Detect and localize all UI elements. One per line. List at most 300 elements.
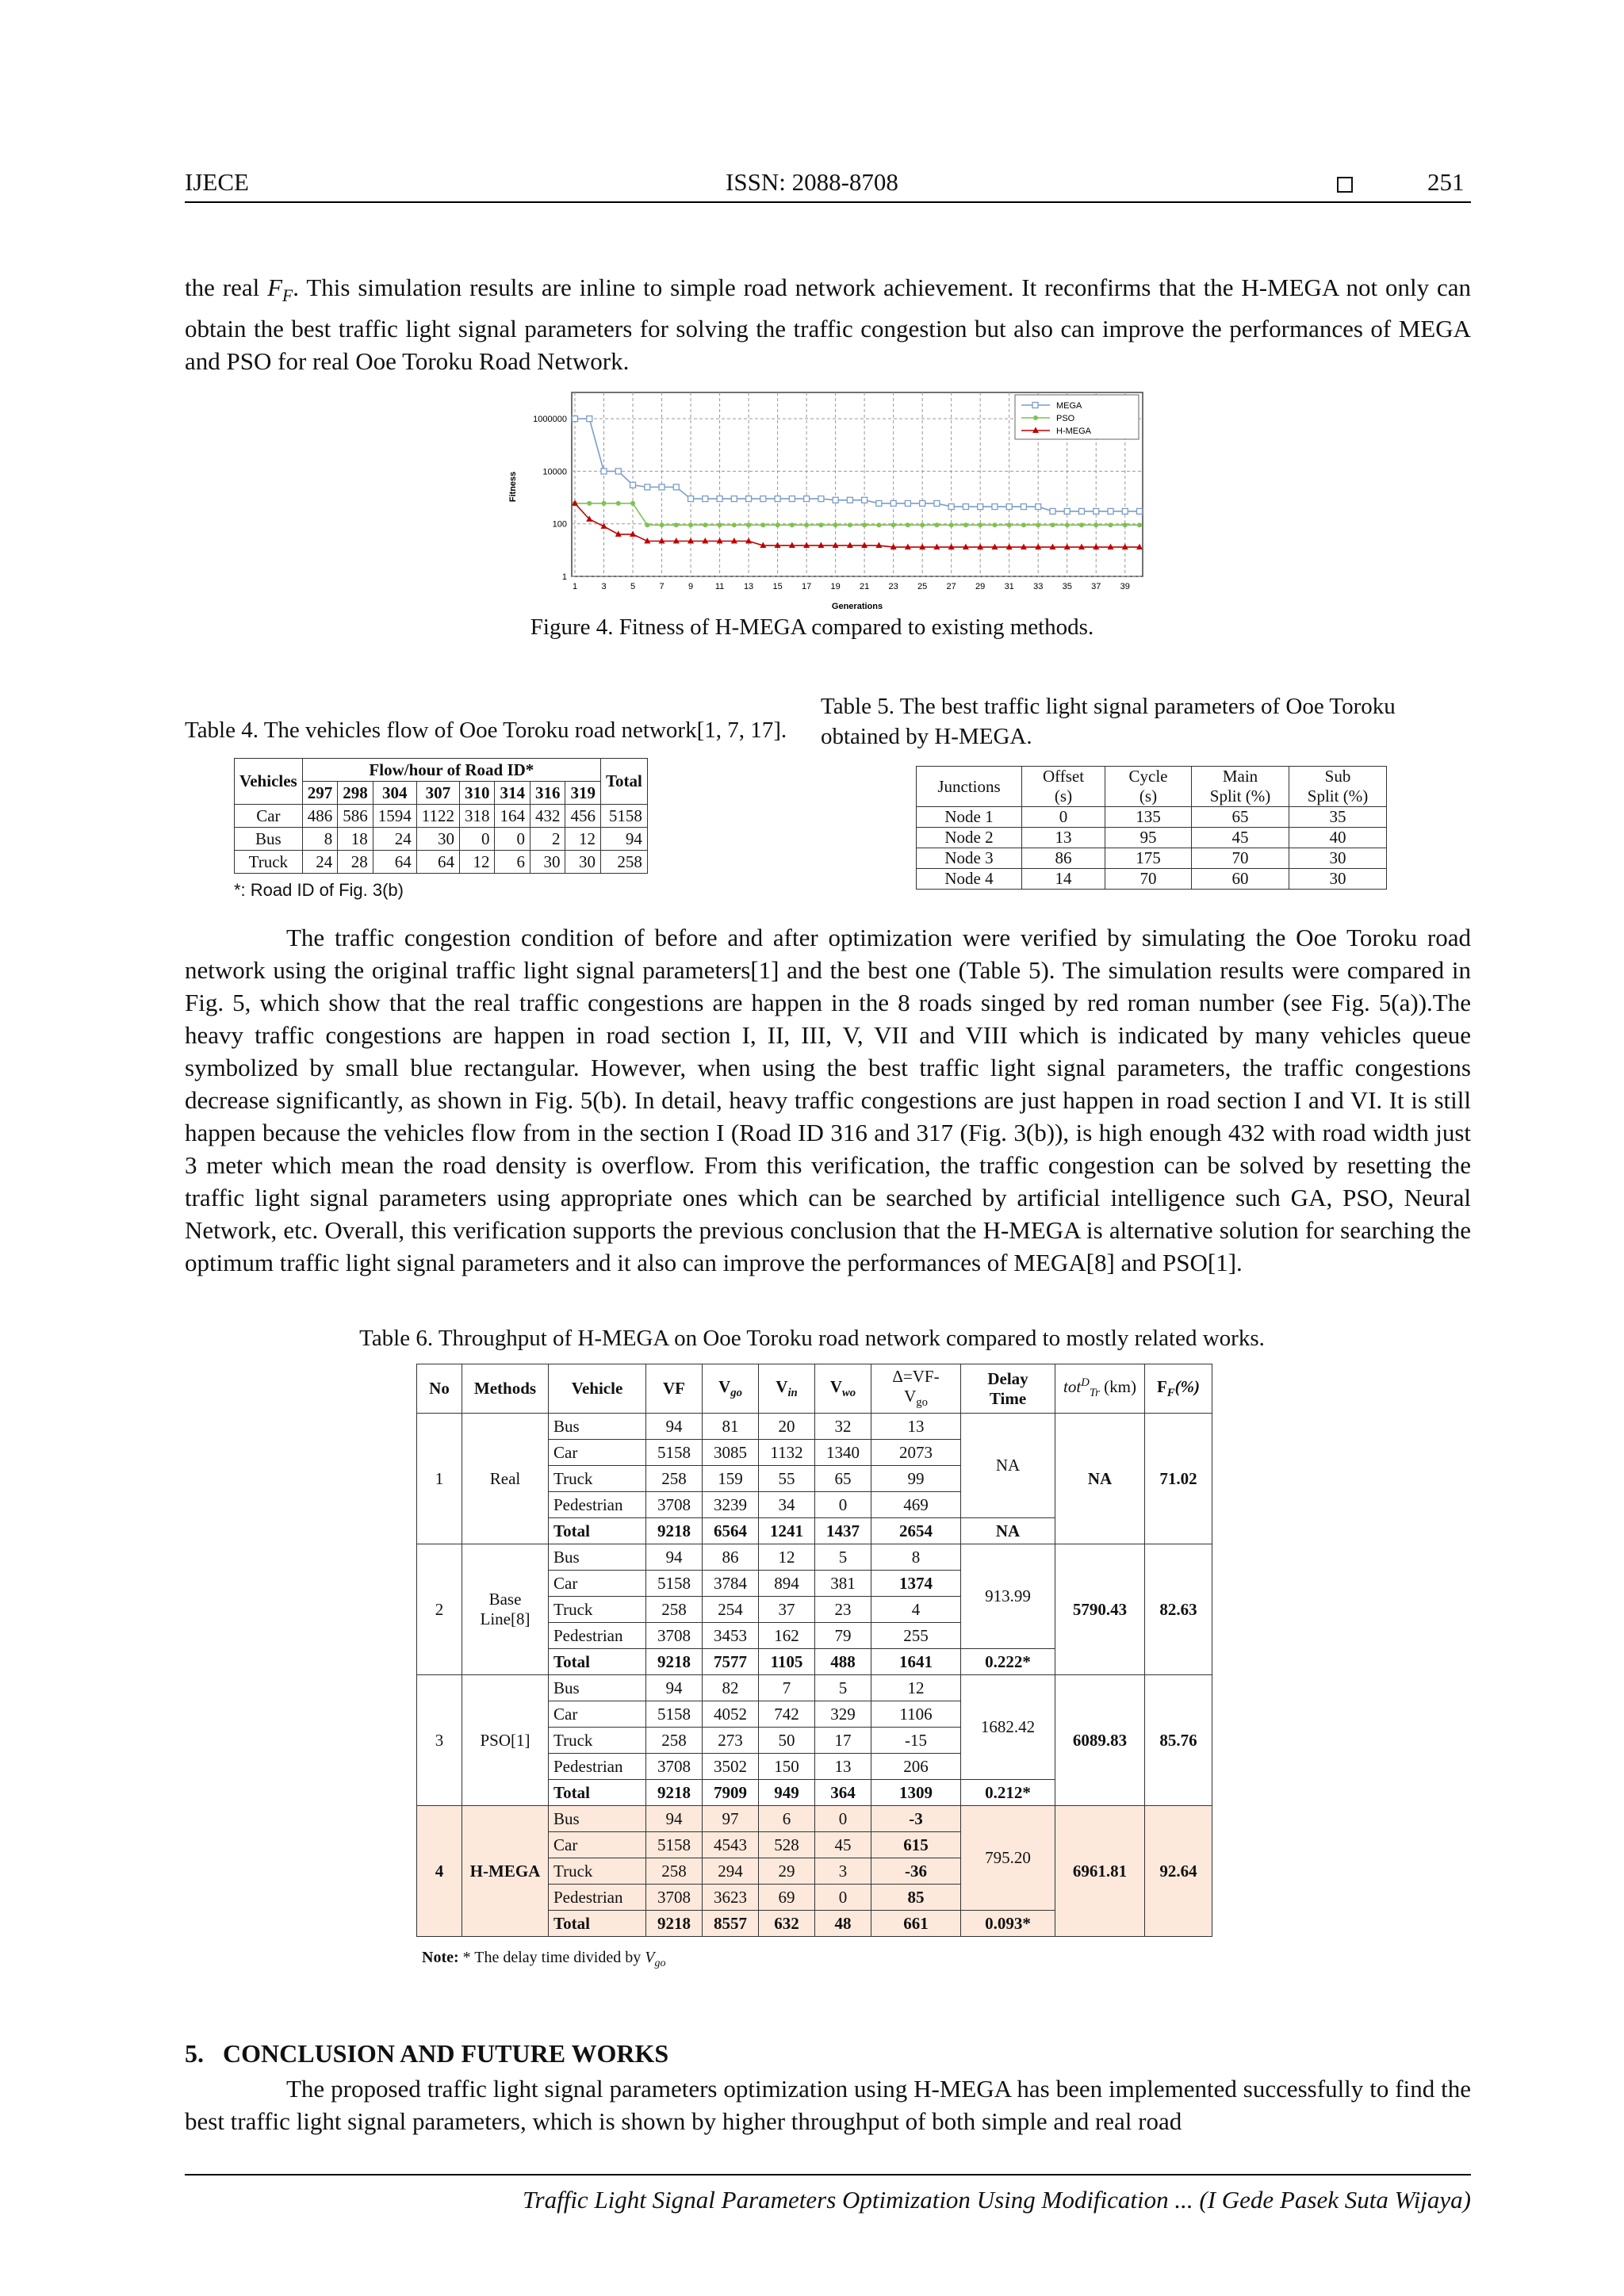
figure4-caption: Figure 4. Fitness of H-MEGA compared to existing methods. bbox=[530, 614, 1094, 640]
t6-cell: 81 bbox=[703, 1414, 759, 1440]
table5-caption: Table 5. The best traffic light signal parameters of Ooe Toroku obtained by H-MEGA. bbox=[821, 694, 1396, 749]
data-point-mega bbox=[630, 482, 636, 488]
data-point-mega bbox=[1050, 508, 1055, 514]
data-point-pso bbox=[688, 522, 693, 527]
t6-cell: Truck bbox=[549, 1858, 646, 1885]
page-number: 251 bbox=[1427, 168, 1465, 196]
x-tick-label: 25 bbox=[917, 582, 928, 591]
t6-cell: 7577 bbox=[703, 1649, 759, 1675]
table4-cell: 12 bbox=[459, 851, 495, 874]
t6-tot: 5790.43 bbox=[1055, 1544, 1145, 1675]
t6-header-methods: Methods bbox=[462, 1364, 549, 1414]
x-tick-label: 17 bbox=[801, 582, 812, 591]
t6-no: 1 bbox=[417, 1414, 462, 1544]
t6-cell: -3 bbox=[871, 1806, 961, 1832]
t6-cell: 82 bbox=[703, 1675, 759, 1701]
table5-cell: 175 bbox=[1105, 848, 1192, 869]
t6-cell: 632 bbox=[759, 1911, 815, 1937]
t6-cell: 17 bbox=[815, 1728, 871, 1754]
t6-cell: 949 bbox=[759, 1780, 815, 1806]
table5-cell: 86 bbox=[1022, 848, 1105, 869]
table5-cell: 0 bbox=[1022, 807, 1105, 828]
y-tick-label: 1 bbox=[561, 572, 567, 582]
x-tick-label: 39 bbox=[1120, 582, 1130, 591]
data-point-pso bbox=[833, 522, 838, 527]
data-point-mega bbox=[963, 504, 968, 510]
t6-cell: 329 bbox=[815, 1701, 871, 1728]
data-point-mega bbox=[992, 504, 998, 510]
data-point-mega bbox=[673, 484, 679, 490]
t6-ff: 82.63 bbox=[1145, 1544, 1212, 1675]
t6-cell: 29 bbox=[759, 1858, 815, 1885]
t6-cell: 3085 bbox=[703, 1440, 759, 1466]
data-point-mega bbox=[818, 496, 824, 502]
t6-cell: 7 bbox=[759, 1675, 815, 1701]
table5-cell: 13 bbox=[1022, 828, 1105, 848]
table4-vehicle: Car bbox=[235, 805, 303, 828]
data-point-mega bbox=[615, 469, 621, 474]
t6-cell: 3502 bbox=[703, 1754, 759, 1780]
t6-cell: 5 bbox=[815, 1544, 871, 1571]
data-point-pso bbox=[920, 522, 925, 527]
x-tick-label: 1 bbox=[572, 582, 578, 591]
data-point-mega bbox=[746, 496, 752, 502]
x-tick-label: 7 bbox=[659, 582, 665, 591]
section5-heading: 5. CONCLUSION AND FUTURE WORKS bbox=[185, 2039, 669, 2068]
data-point-mega bbox=[1137, 508, 1143, 514]
table-row bbox=[917, 807, 1387, 828]
t6-cell: 94 bbox=[646, 1675, 703, 1701]
data-point-pso bbox=[891, 522, 896, 527]
table-row bbox=[235, 828, 648, 851]
t6-cell: 5158 bbox=[646, 1701, 703, 1728]
t6-cell: 4 bbox=[871, 1597, 961, 1623]
t6-cell: 3708 bbox=[646, 1754, 703, 1780]
t6-cell: 1641 bbox=[871, 1649, 961, 1675]
t6-cell: 94 bbox=[646, 1806, 703, 1832]
table-row bbox=[235, 851, 648, 874]
data-point-pso bbox=[732, 522, 737, 527]
t6-cell: Truck bbox=[549, 1728, 646, 1754]
t6-cell: 9218 bbox=[646, 1649, 703, 1675]
t6-cell: 9218 bbox=[646, 1780, 703, 1806]
legend-marker bbox=[1033, 415, 1038, 420]
data-point-mega bbox=[1078, 508, 1084, 514]
table4-cell: 64 bbox=[416, 851, 459, 874]
t6-cell: Pedestrian bbox=[549, 1623, 646, 1649]
table4-total: 94 bbox=[600, 828, 647, 851]
table4-header-vehicles: Vehicles bbox=[235, 759, 303, 805]
t6-cell: 79 bbox=[815, 1623, 871, 1649]
table4-header-total: Total bbox=[600, 759, 647, 805]
table4-cell: 8 bbox=[302, 828, 338, 851]
data-point-pso bbox=[1007, 522, 1012, 527]
t6-cell: 3708 bbox=[646, 1885, 703, 1911]
x-tick-label: 11 bbox=[714, 582, 725, 591]
y-tick-label: 1000000 bbox=[533, 415, 567, 425]
table4-total: 258 bbox=[600, 851, 647, 874]
t6-delay-total: 0.212* bbox=[961, 1780, 1055, 1806]
t6-cell: 3453 bbox=[703, 1623, 759, 1649]
data-point-pso bbox=[1137, 522, 1142, 527]
table4-cell: 30 bbox=[565, 851, 601, 874]
x-tick-label: 3 bbox=[601, 582, 607, 591]
data-point-pso bbox=[776, 522, 780, 527]
t6-cell: 2654 bbox=[871, 1518, 961, 1544]
t6-cell: 32 bbox=[815, 1414, 871, 1440]
table4-cell: 432 bbox=[530, 805, 565, 828]
t6-header-delta: Δ=VF- $V_{go}$ bbox=[871, 1364, 961, 1414]
t6-cell: 9218 bbox=[646, 1518, 703, 1544]
table5 bbox=[916, 766, 1387, 890]
table4-vehicle: Truck bbox=[235, 851, 303, 874]
data-point-mega bbox=[876, 500, 882, 506]
t6-method: Base Line[8] bbox=[462, 1544, 549, 1675]
t6-no: 3 bbox=[417, 1675, 462, 1806]
t6-cell: 34 bbox=[759, 1492, 815, 1518]
t6-cell: 469 bbox=[871, 1492, 961, 1518]
t6-cell: 528 bbox=[759, 1832, 815, 1858]
t6-cell: 1374 bbox=[871, 1571, 961, 1597]
section5-paragraph: The proposed traffic light signal parameters optimization using H-MEGA has been implemented successfully to find the best traffic light signal parameters, which is shown by higher throughput of both simple and real road bbox=[185, 2075, 1471, 2135]
data-point-pso bbox=[848, 522, 852, 527]
data-point-pso bbox=[746, 522, 751, 527]
legend-label: MEGA bbox=[1056, 401, 1082, 411]
data-point-pso bbox=[949, 522, 954, 527]
t6-cell: 3708 bbox=[646, 1623, 703, 1649]
t6-ff: 71.02 bbox=[1145, 1414, 1212, 1544]
intro-paragraph: the real $F_F$. This simulation results are inline to simple road network achievement. It reconfirms that the H-MEGA not only can obtain the best traffic light signal parameters for solving the traffic congestion but also can improve the performances of MEGA and PSO for real Ooe Toroku Road Network. bbox=[185, 274, 1471, 376]
t6-cell: 150 bbox=[759, 1754, 815, 1780]
t6-cell: 94 bbox=[646, 1414, 703, 1440]
t6-cell: 97 bbox=[703, 1806, 759, 1832]
t6-cell: 23 bbox=[815, 1597, 871, 1623]
t6-cell: 3 bbox=[815, 1858, 871, 1885]
data-point-pso bbox=[876, 522, 881, 527]
t6-cell: 254 bbox=[703, 1597, 759, 1623]
t6-cell: 0 bbox=[815, 1492, 871, 1518]
t6-cell: -36 bbox=[871, 1858, 961, 1885]
t6-cell: 13 bbox=[815, 1754, 871, 1780]
table4-cell: 30 bbox=[416, 828, 459, 851]
table4-road-id: 297 bbox=[302, 782, 338, 805]
data-point-mega bbox=[1094, 508, 1099, 514]
data-point-mega bbox=[862, 497, 868, 503]
t6-cell: 258 bbox=[646, 1728, 703, 1754]
legend-label: H-MEGA bbox=[1056, 427, 1091, 436]
header-rule bbox=[185, 201, 1471, 203]
table4-road-id: 316 bbox=[530, 782, 565, 805]
t6-cell: Bus bbox=[549, 1806, 646, 1832]
t6-cell: 381 bbox=[815, 1571, 871, 1597]
table5-header: Sub Split (%) bbox=[1289, 767, 1387, 807]
t6-cell: 5158 bbox=[646, 1571, 703, 1597]
t6-cell: 4543 bbox=[703, 1832, 759, 1858]
data-point-pso bbox=[862, 522, 867, 527]
t6-cell: 1241 bbox=[759, 1518, 815, 1544]
t6-cell: Car bbox=[549, 1701, 646, 1728]
t6-cell: 8 bbox=[871, 1544, 961, 1571]
data-point-pso bbox=[818, 522, 823, 527]
t6-cell: 86 bbox=[703, 1544, 759, 1571]
data-point-pso bbox=[790, 522, 795, 527]
t6-cell: 258 bbox=[646, 1466, 703, 1492]
table4-road-id: 314 bbox=[495, 782, 530, 805]
table4-cell: 1594 bbox=[373, 805, 416, 828]
data-point-mega bbox=[659, 484, 665, 490]
t6-cell: Total bbox=[549, 1780, 646, 1806]
t6-cell: 615 bbox=[871, 1832, 961, 1858]
t6-header-delay: Delay Time bbox=[961, 1364, 1055, 1414]
data-point-pso bbox=[1108, 522, 1113, 527]
t6-cell: 6 bbox=[759, 1806, 815, 1832]
square-icon bbox=[1337, 168, 1353, 197]
t6-cell: 20 bbox=[759, 1414, 815, 1440]
data-point-mega bbox=[804, 496, 810, 502]
t6-cell: 159 bbox=[703, 1466, 759, 1492]
t6-cell: 294 bbox=[703, 1858, 759, 1885]
data-point-pso bbox=[934, 522, 939, 527]
table-row bbox=[917, 869, 1387, 890]
t6-cell: 0 bbox=[815, 1806, 871, 1832]
t6-cell: 1105 bbox=[759, 1649, 815, 1675]
t6-delay: NA bbox=[961, 1414, 1055, 1518]
table6-note: Note: * The delay time divided by $V_{go}$ bbox=[422, 1949, 666, 1969]
table5-cell: 70 bbox=[1105, 869, 1192, 890]
t6-delay-total: 0.222* bbox=[961, 1649, 1055, 1675]
body-paragraph: The traffic congestion condition of before and after optimization were verified by simulating the Ooe Toroku road network using the original traffic light signal parameters[1] and the best one (Table 5). The simulation results were compared in Fig. 5, which show that the real traffic congestions are happen in the 8 roads singed by red roman number (see Fig. 5(a)).The heavy traffic congestions are happen in road section I, II, III, V, VII and VIII which is indicated by many vehicles queue symbolized by small blue rectangular. However, when using the best traffic light signal parameters, the traffic congestions decrease significantly, as shown in Fig. 5(b). In detail, heavy traffic congestions are just happen in road section I and VI. It is still happen because the vehicles flow from in the section I (Road ID 316 and 317 (Fig. 3(b)), is high enough 432 with road width just 3 meter which mean the road density is overflow. From this verification, the traffic congestion can be solved by resetting the traffic light signal parameters using appropriate ones which can be searched by artificial intelligence such GA, PSO, Neural Network, etc. Overall, this verification supports the previous conclusion that the H-MEGA is alternative solution for searching the optimum traffic light signal parameters and it also can improve the performances of MEGA[8] and PSO[1]. bbox=[185, 924, 1471, 1276]
data-point-mega bbox=[1064, 508, 1070, 514]
t6-header-vehicle: Vehicle bbox=[549, 1364, 646, 1414]
t6-tot: NA bbox=[1055, 1414, 1145, 1544]
table5-cell: 30 bbox=[1289, 869, 1387, 890]
data-point-mega bbox=[920, 500, 925, 506]
t6-header-tot: tot$^D_{Tr}$ (km) bbox=[1055, 1364, 1145, 1414]
table4-cell: 18 bbox=[338, 828, 373, 851]
t6-cell: 50 bbox=[759, 1728, 815, 1754]
t6-cell: 1437 bbox=[815, 1518, 871, 1544]
table4-cell: 24 bbox=[302, 851, 338, 874]
data-point-pso bbox=[703, 522, 707, 527]
table4-cell: 1122 bbox=[416, 805, 459, 828]
footer-rule bbox=[185, 2174, 1471, 2175]
data-point-mega bbox=[847, 497, 852, 503]
table4-cell: 28 bbox=[338, 851, 373, 874]
table4-cell: 64 bbox=[373, 851, 416, 874]
table4-header-group: Flow/hour of Road ID* bbox=[302, 759, 600, 782]
t6-delay: 1682.42 bbox=[961, 1675, 1055, 1780]
data-point-pso bbox=[1094, 522, 1098, 527]
t6-cell: 55 bbox=[759, 1466, 815, 1492]
data-point-mega bbox=[645, 484, 650, 490]
data-point-mega bbox=[587, 416, 592, 422]
table4-footnote: *: Road ID of Fig. 3(b) bbox=[234, 880, 404, 900]
data-point-pso bbox=[963, 522, 968, 527]
t6-cell: 3784 bbox=[703, 1571, 759, 1597]
table4-cell: 6 bbox=[495, 851, 530, 874]
table4-cell: 2 bbox=[530, 828, 565, 851]
data-point-mega bbox=[833, 497, 838, 503]
table-row bbox=[917, 848, 1387, 869]
x-tick-label: 9 bbox=[688, 582, 694, 591]
x-tick-label: 35 bbox=[1062, 582, 1072, 591]
table5-header: Offset (s) bbox=[1022, 767, 1105, 807]
y-axis-label: Fitness bbox=[508, 471, 518, 503]
data-point-mega bbox=[934, 500, 940, 506]
t6-cell: Total bbox=[549, 1518, 646, 1544]
table-row bbox=[417, 1675, 1212, 1701]
data-point-mega bbox=[1036, 504, 1041, 510]
t6-cell: 1106 bbox=[871, 1701, 961, 1728]
t6-cell: 3239 bbox=[703, 1492, 759, 1518]
data-point-mega bbox=[573, 416, 578, 422]
t6-tot: 6961.81 bbox=[1055, 1806, 1145, 1937]
t6-cell: 273 bbox=[703, 1728, 759, 1754]
data-point-pso bbox=[602, 501, 607, 506]
x-tick-label: 29 bbox=[975, 582, 986, 591]
t6-delay-total: NA bbox=[961, 1518, 1055, 1544]
data-point-mega bbox=[905, 500, 910, 506]
table4-total: 5158 bbox=[600, 805, 647, 828]
table4-cell: 164 bbox=[495, 805, 530, 828]
t6-tot: 6089.83 bbox=[1055, 1675, 1145, 1806]
t6-cell: Truck bbox=[549, 1466, 646, 1492]
t6-cell: Total bbox=[549, 1649, 646, 1675]
t6-cell: 45 bbox=[815, 1832, 871, 1858]
x-tick-label: 5 bbox=[630, 582, 636, 591]
x-tick-label: 31 bbox=[1004, 582, 1014, 591]
data-point-mega bbox=[717, 496, 722, 502]
data-point-mega bbox=[688, 496, 694, 502]
t6-cell: 255 bbox=[871, 1623, 961, 1649]
table5-cell: 95 bbox=[1105, 828, 1192, 848]
issn: ISSN: 2088-8708 bbox=[726, 168, 898, 196]
x-tick-label: 13 bbox=[743, 582, 754, 591]
t6-header-vgo: $V_{go}$ bbox=[703, 1364, 759, 1414]
t6-method: Real bbox=[462, 1414, 549, 1544]
t6-cell: 85 bbox=[871, 1885, 961, 1911]
t6-cell: 3623 bbox=[703, 1885, 759, 1911]
t6-delay: 795.20 bbox=[961, 1806, 1055, 1911]
data-point-mega bbox=[601, 469, 607, 474]
x-tick-label: 27 bbox=[946, 582, 956, 591]
data-point-mega bbox=[1021, 504, 1026, 510]
data-point-pso bbox=[718, 522, 722, 527]
y-tick-label: 10000 bbox=[542, 467, 567, 477]
t6-cell: 258 bbox=[646, 1597, 703, 1623]
t6-header-vwo: $V_{wo}$ bbox=[815, 1364, 871, 1414]
t6-cell: 3708 bbox=[646, 1492, 703, 1518]
table-row bbox=[235, 805, 648, 828]
table4-cell: 486 bbox=[302, 805, 338, 828]
table4-road-id: 304 bbox=[373, 782, 416, 805]
t6-cell: Car bbox=[549, 1832, 646, 1858]
data-point-pso bbox=[1036, 522, 1040, 527]
table5-cell: Node 3 bbox=[917, 848, 1022, 869]
data-point-mega bbox=[1122, 508, 1128, 514]
table4-road-id: 319 bbox=[565, 782, 601, 805]
t6-cell: 12 bbox=[759, 1544, 815, 1571]
table5-cell: Node 4 bbox=[917, 869, 1022, 890]
data-point-pso bbox=[630, 501, 635, 506]
table4-cell: 12 bbox=[565, 828, 601, 851]
t6-header-vin: $V_{in}$ bbox=[759, 1364, 815, 1414]
data-point-pso bbox=[1079, 522, 1084, 527]
t6-cell: 7909 bbox=[703, 1780, 759, 1806]
t6-cell: 5158 bbox=[646, 1440, 703, 1466]
x-tick-label: 33 bbox=[1033, 582, 1044, 591]
t6-header-vf: VF bbox=[646, 1364, 703, 1414]
table4-road-id: 298 bbox=[338, 782, 373, 805]
t6-cell: 12 bbox=[871, 1675, 961, 1701]
t6-cell: 1309 bbox=[871, 1780, 961, 1806]
t6-delay: 913.99 bbox=[961, 1544, 1055, 1649]
table6-caption: Table 6. Throughput of H-MEGA on Ooe Toroku road network compared to mostly related works. bbox=[359, 1326, 1265, 1351]
x-tick-label: 15 bbox=[772, 582, 783, 591]
table5-cell: 14 bbox=[1022, 869, 1105, 890]
t6-header-no: No bbox=[417, 1364, 462, 1414]
table4-caption: Table 4. The vehicles flow of Ooe Toroku road network[1, 7, 17]. bbox=[185, 718, 787, 743]
t6-cell: 48 bbox=[815, 1911, 871, 1937]
t6-ff: 85.76 bbox=[1145, 1675, 1212, 1806]
data-point-pso bbox=[906, 522, 910, 527]
table4-cell: 586 bbox=[338, 805, 373, 828]
t6-method: PSO[1] bbox=[462, 1675, 549, 1806]
table5-header: Junctions bbox=[917, 767, 1022, 807]
data-point-mega bbox=[775, 496, 780, 502]
table5-cell: 35 bbox=[1289, 807, 1387, 828]
table4-vehicle: Bus bbox=[235, 828, 303, 851]
data-point-mega bbox=[789, 496, 795, 502]
data-point-pso bbox=[616, 501, 621, 506]
x-tick-label: 37 bbox=[1091, 582, 1101, 591]
t6-cell: 0 bbox=[815, 1885, 871, 1911]
data-point-pso bbox=[760, 522, 765, 527]
table-row bbox=[417, 1806, 1212, 1832]
t6-cell: 6564 bbox=[703, 1518, 759, 1544]
t6-cell: 37 bbox=[759, 1597, 815, 1623]
t6-cell: 1340 bbox=[815, 1440, 871, 1466]
t6-cell: Car bbox=[549, 1571, 646, 1597]
data-point-mega bbox=[703, 496, 708, 502]
data-point-pso bbox=[1123, 522, 1128, 527]
table4-cell: 456 bbox=[565, 805, 601, 828]
t6-cell: 8557 bbox=[703, 1911, 759, 1937]
table6 bbox=[416, 1364, 1212, 1937]
data-point-mega bbox=[1108, 508, 1113, 514]
fitness-chart bbox=[500, 388, 1150, 618]
t6-cell: Truck bbox=[549, 1597, 646, 1623]
t6-ff: 92.64 bbox=[1145, 1806, 1212, 1937]
t6-method: H-MEGA bbox=[462, 1806, 549, 1937]
t6-no: 2 bbox=[417, 1544, 462, 1675]
t6-cell: 661 bbox=[871, 1911, 961, 1937]
journal-name: IJECE bbox=[185, 168, 249, 196]
data-point-pso bbox=[674, 522, 679, 527]
t6-cell: 5 bbox=[815, 1675, 871, 1701]
table4-cell: 30 bbox=[530, 851, 565, 874]
table5-cell: Node 2 bbox=[917, 828, 1022, 848]
t6-cell: Bus bbox=[549, 1675, 646, 1701]
t6-cell: 94 bbox=[646, 1544, 703, 1571]
t6-cell: 2073 bbox=[871, 1440, 961, 1466]
table5-cell: Node 1 bbox=[917, 807, 1022, 828]
table5-cell: 65 bbox=[1192, 807, 1289, 828]
t6-cell: 742 bbox=[759, 1701, 815, 1728]
footer-text: Traffic Light Signal Parameters Optimization Using Modification ... (I Gede Pasek Suta Wijaya) bbox=[523, 2186, 1471, 2214]
table5-header: Main Split (%) bbox=[1192, 767, 1289, 807]
data-point-pso bbox=[660, 522, 665, 527]
